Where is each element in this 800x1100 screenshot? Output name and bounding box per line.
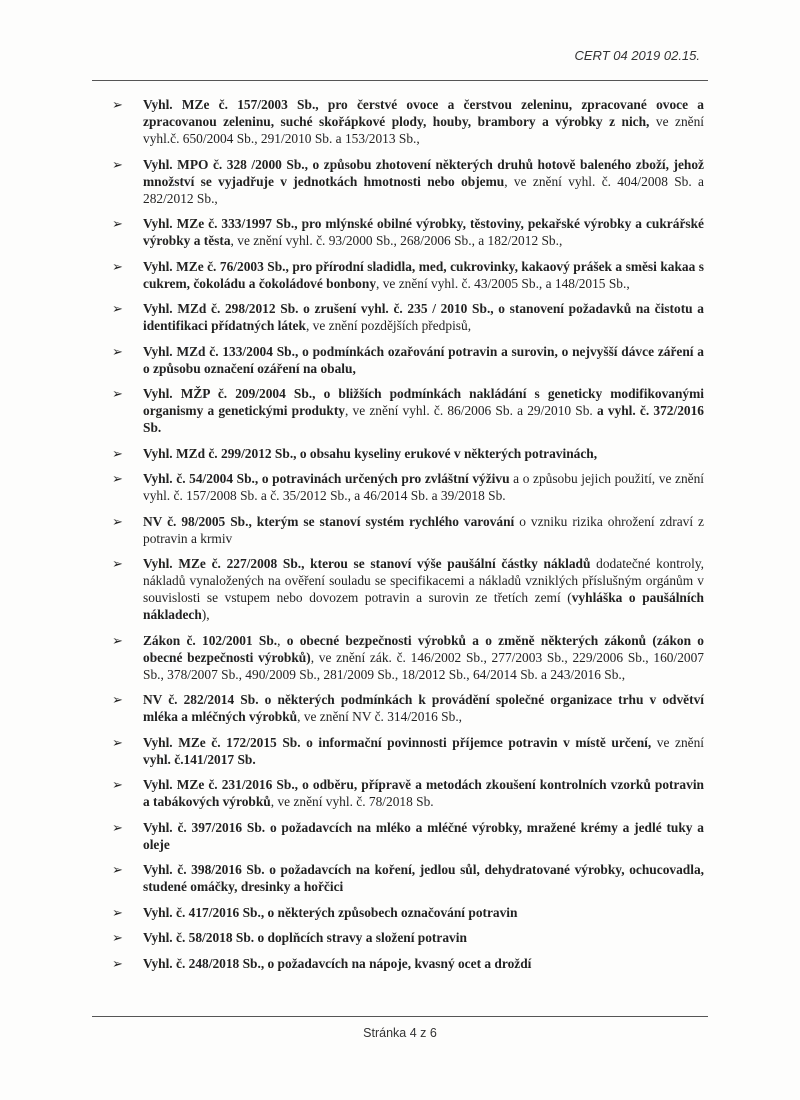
item-text: , ve znění NV č. 314/2016 Sb., (297, 709, 463, 724)
list-item (112, 470, 704, 504)
item-title-text: Vyhl. MZd č. 299/2012 Sb., o obsahu kyseliny erukové v některých potravinách, (143, 445, 598, 461)
item-title-text: o obecné bezpečnosti výrobků a o změně některých zákonů (zákon o obecné bezpečnosti výrobků) (143, 632, 705, 665)
list-item (112, 445, 704, 462)
bullet-arrow-icon: ➢ (112, 258, 123, 274)
list-item (112, 955, 704, 972)
item-text: ve znění vyhl.č. 650/2004 Sb., 291/2010 Sb. a 153/2013 Sb., (143, 114, 704, 146)
bullet-arrow-icon: ➢ (112, 343, 123, 359)
bullet-arrow-icon: ➢ (112, 904, 123, 920)
list-item (112, 819, 704, 853)
footer-divider (92, 1016, 708, 1017)
bullet-arrow-icon: ➢ (112, 819, 123, 835)
bullet-arrow-icon: ➢ (112, 862, 123, 877)
item-title-text: vyhl. č.141/2017 Sb. (143, 751, 256, 767)
item-text: , ve znění vyhl. č. 86/2006 Sb. a 29/2010 Sb. (345, 403, 597, 418)
item-title-text: Vyhl. MZe č. 227/2008 Sb., kterou se stanoví výše paušální částky nákladů (143, 556, 591, 571)
page-number: Stránka 4 z 6 (363, 1026, 437, 1040)
item-title-text: Vyhl. MZe č. 172/2015 Sb. o informační povinnosti příjemce potravin v místě určení, (143, 734, 652, 750)
item-title-text: Vyhl. MPO č. 328 /2000 Sb., o způsobu zhotovení některých druhů hotově baleného zboží, jehož množství se vyjadřuje v jednotkách hmotnosti nebo objemu (143, 156, 704, 189)
bullet-arrow-icon: ➢ (112, 216, 123, 231)
item-title-text: NV č. 98/2005 Sb., kterým se stanoví systém rychlého varování (143, 513, 515, 529)
item-title-text: Vyhl. MZd č. 298/2012 Sb. o zrušení vyhl. č. 235 / 2010 Sb., o stanovení požadavků na čistotu a identifikaci přídatných látek (143, 301, 704, 333)
item-text: , ve znění vyhl. č. 43/2005 Sb., a 148/2015 Sb., (376, 275, 630, 291)
list-item (112, 632, 704, 683)
list-item (112, 343, 704, 377)
item-text: , ve znění vyhl. č. 78/2018 Sb. (270, 794, 434, 809)
item-title-text: NV č. 282/2014 Sb. o některých podmínkách k provádění společné organizace trhu v odvětví mléka a mléčných výrobků (143, 692, 704, 724)
item-title-text: Vyhl. č. 248/2018 Sb., o požadavcích na nápoje, kvasný ocet a droždí (143, 955, 532, 971)
bullet-arrow-icon: ➢ (112, 734, 123, 750)
bullet-arrow-icon: ➢ (112, 556, 123, 571)
item-title-text: Vyhl. č. 397/2016 Sb. o požadavcích na mléko a mléčné výrobky, mražené krémy a jedlé tuky a oleje (143, 819, 704, 852)
list-item (112, 904, 704, 921)
item-title-text: Zákon č. 102/2001 Sb. (143, 632, 278, 648)
bullet-arrow-icon: ➢ (112, 301, 123, 316)
item-title-text: Vyhl. MŽP č. 209/2004 Sb., o bližších podmínkách nakládání s geneticky modifikovanými organismy a genetickými produkty (143, 386, 704, 418)
item-text: , ve znění vyhl. č. 93/2000 Sb., 268/2006 Sb., a 182/2012 Sb., (230, 233, 563, 248)
bullet-arrow-icon: ➢ (112, 513, 123, 529)
item-text: , ve znění vyhl. č. 404/2008 Sb. a 282/2012 Sb., (143, 173, 704, 206)
bullet-arrow-icon: ➢ (112, 692, 123, 707)
document-code-header: CERT 04 2019 02.15. (574, 48, 700, 63)
legislation-list (112, 96, 704, 980)
item-title-text: Vyhl. č. 54/2004 Sb., o potravinách určených pro zvláštní výživu (143, 471, 510, 486)
bullet-arrow-icon: ➢ (112, 156, 123, 172)
item-title-text: Vyhl. MZe č. 333/1997 Sb., pro mlýnské obilné výrobky, těstoviny, pekařské výrobky a cukrářské výrobky a těsta (143, 216, 704, 248)
bullet-arrow-icon: ➢ (112, 930, 123, 945)
bullet-arrow-icon: ➢ (112, 777, 123, 792)
bullet-arrow-icon: ➢ (112, 471, 123, 486)
item-title-text: Vyhl. č. 398/2016 Sb. o požadavcích na koření, jedlou sůl, dehydratované výrobky, ochucovadla, studené omáčky, dresinky a hořčici (143, 862, 704, 894)
item-title-text: Vyhl. č. 417/2016 Sb., o některých způsobech označování potravin (143, 904, 518, 920)
list-item (112, 156, 704, 207)
list-item (112, 215, 704, 249)
item-title-text: Vyhl. MZe č. 76/2003 Sb., pro přírodní sladidla, med, cukrovinky, kakaový prášek a směsi kakaa s cukrem, čokoládu a čokoládové bonbony (143, 258, 704, 291)
item-text: , (277, 632, 287, 648)
list-item (112, 929, 704, 946)
item-title-text: Vyhl. MZd č. 133/2004 Sb., o podmínkách ozařování potravin a surovin, o nejvyšší dávce záření a o způsobu označení ozáření na obalu, (143, 343, 704, 376)
list-item (112, 776, 704, 810)
list-item (112, 300, 704, 334)
item-text: , ve znění pozdějších předpisů, (305, 318, 472, 333)
item-title-text: Vyhl. MZe č. 157/2003 Sb., pro čerstvé ovoce a čerstvou zeleninu, zpracované ovoce a zpracovanou zeleninu, suché skořápkové plody, houby, brambory a výrobky z nich, (143, 97, 704, 129)
item-text: o vzniku rizika ohrožení zdraví z potravin a krmiv (143, 513, 704, 546)
item-title-text: vyhláška o paušálních nákladech (143, 590, 704, 622)
list-item (112, 513, 704, 547)
bullet-arrow-icon: ➢ (112, 632, 123, 648)
item-title-text: Vyhl. MZe č. 231/2016 Sb., o odběru, přípravě a metodách zkoušení kontrolních vzorků potravin a tabákových výrobků (143, 777, 704, 809)
bullet-arrow-icon: ➢ (112, 955, 123, 971)
list-item (112, 734, 704, 768)
list-item (112, 258, 704, 292)
item-title-text: Vyhl. č. 58/2018 Sb. o doplňcích stravy a složení potravin (143, 930, 467, 945)
bullet-arrow-icon: ➢ (112, 386, 123, 401)
list-item (112, 555, 704, 623)
list-item (112, 691, 704, 725)
item-text: dodatečné kontroly, nákladů vynaložených na ověření souladu se specifikacemi a nákladů vzniklých příslušným orgánům v souvislosti se vstupem nebo dovozem potravin a surovin ze třetích zemí ( (143, 556, 704, 605)
item-text: , ve znění zák. č. 146/2002 Sb., 277/2003 Sb., 229/2006 Sb., 160/2007 Sb., 378/2007 Sb., 490/2009 Sb., 281/2009 Sb., 18/2012 Sb., 64/2014 Sb. a 243/2016 Sb., (143, 649, 704, 682)
item-text: ve znění (651, 734, 704, 750)
list-item (112, 96, 704, 147)
item-text: ), (201, 607, 210, 622)
list-item (112, 861, 704, 895)
bullet-arrow-icon: ➢ (112, 445, 123, 461)
list-item (112, 385, 704, 436)
item-text: a o způsobu jejich použití, ve znění vyhl. č. 157/2008 Sb. a č. 35/2012 Sb., a 46/2014 Sb. a 39/2018 Sb. (143, 471, 705, 503)
bullet-arrow-icon: ➢ (112, 97, 123, 112)
item-title-text: a vyhl. č. 372/2016 Sb. (143, 403, 704, 435)
header-divider (92, 80, 708, 81)
